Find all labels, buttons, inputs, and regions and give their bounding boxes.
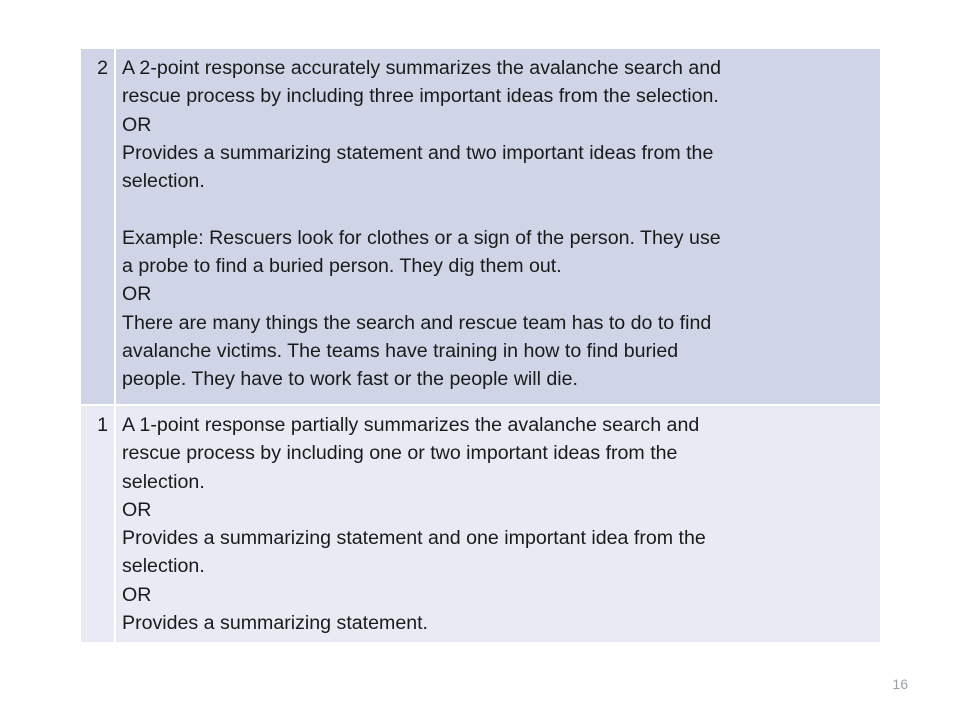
description-line: Provides a summarizing statement and two important ideas from the (122, 141, 714, 164)
example-line: There are many things the search and rescue team has to do to find (122, 311, 712, 334)
slide-number: 16 (892, 676, 908, 692)
description-line: selection. (122, 555, 205, 578)
description-line: A 1-point response partially summarizes the avalanche search and (122, 414, 700, 436)
description-line: Provides a summarizing statement. (122, 612, 428, 635)
description-cell (115, 405, 880, 642)
description-line: OR (122, 498, 152, 521)
description-line: Provides a summarizing statement and one important idea from the (122, 527, 706, 550)
description-line: rescue process by including one or two important ideas from the (122, 442, 678, 465)
description-line: OR (122, 283, 152, 306)
example-line: a probe to find a buried person. They dig them out. (122, 255, 562, 278)
description-line: A 2-point response accurately summarizes the avalanche search and (122, 57, 722, 79)
description-line: selection. (122, 470, 205, 493)
description-cell (115, 49, 880, 405)
description-line: rescue process by including three important ideas from the selection. (122, 85, 719, 108)
example-line: people. They have to work fast or the people will die. (122, 368, 579, 391)
example-line: Example: Rescuers look for clothes or a sign of the person. They use (122, 226, 721, 249)
rubric-row-score-1 (81, 405, 880, 642)
score-cell: 1 (81, 405, 115, 642)
blank-line (122, 195, 872, 223)
example-line: avalanche victims. The teams have training in how to find buried (122, 339, 679, 362)
description-line: selection. (122, 170, 205, 193)
score-cell: 2 (81, 49, 115, 405)
scoring-rubric-table (81, 49, 880, 642)
description-line: OR (122, 113, 152, 136)
rubric-row-score-2 (81, 49, 880, 405)
description-line: OR (122, 583, 152, 606)
